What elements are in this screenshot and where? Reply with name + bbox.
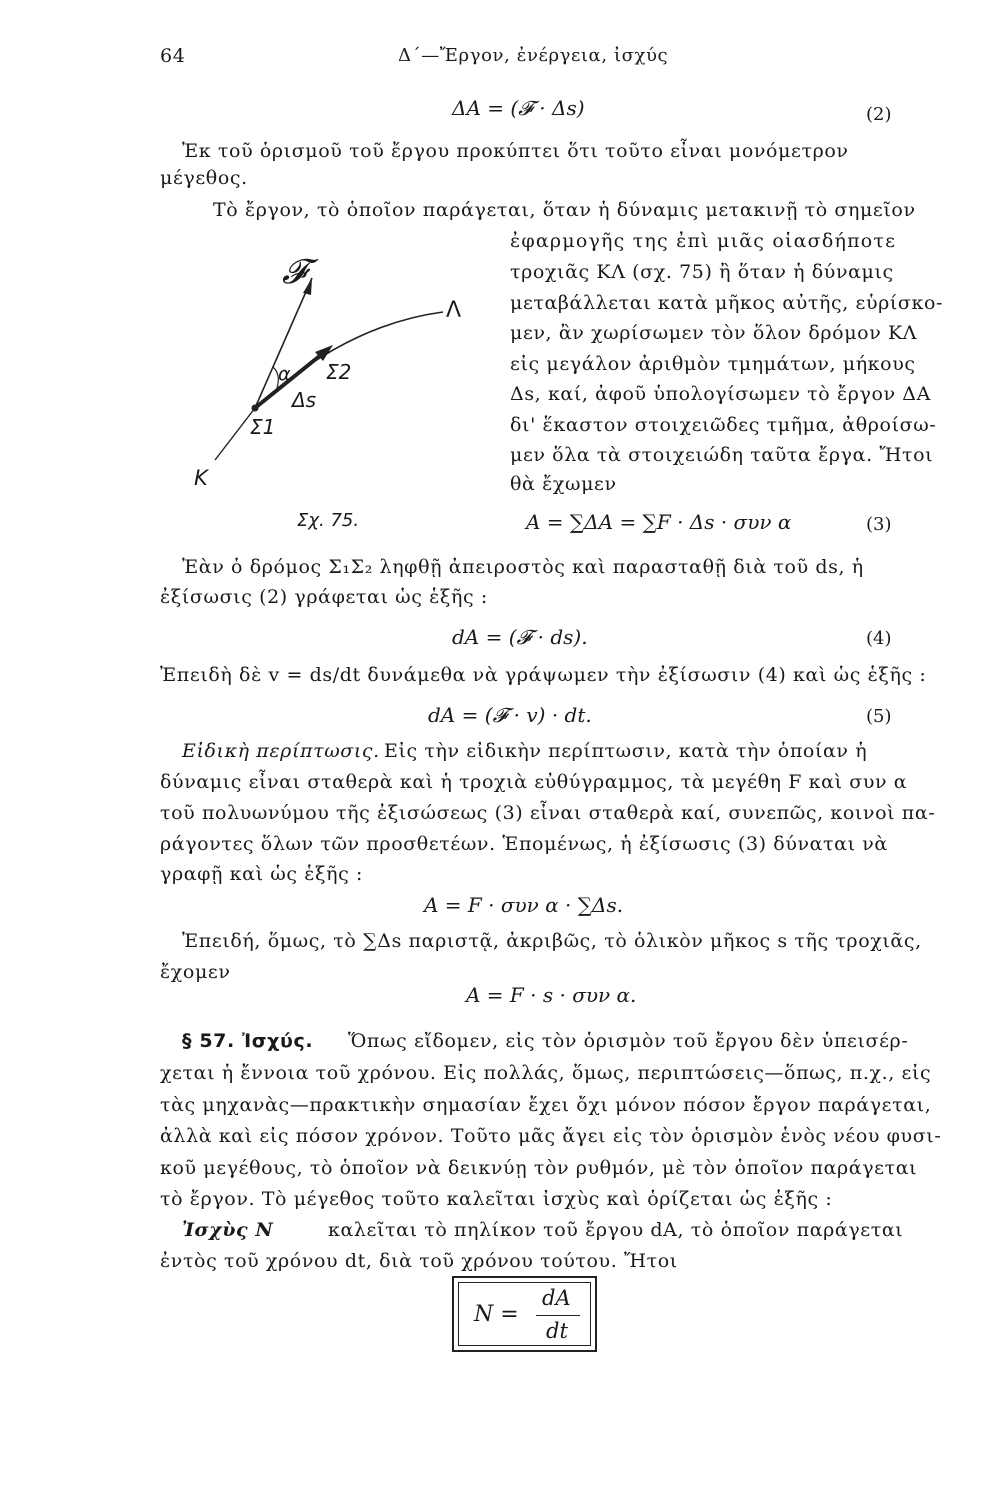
paragraph-2-line-7: Δs, καί, ἀφοῦ ὑπολογίσωμεν τὸ ἔργον ΔΑ bbox=[510, 383, 931, 405]
point-sigma1 bbox=[252, 405, 259, 412]
power-formula-lhs: N = bbox=[474, 1302, 519, 1327]
section-57-line-7: καλεῖται τὸ πηλίκον τοῦ ἔργου dA, τὸ ὁποῖον παράγεται bbox=[328, 1219, 904, 1241]
figure-caption: Σχ. 75. bbox=[297, 510, 360, 531]
paragraph-2-line-1: Τὸ ἔργον, τὸ ὁποῖον παράγεται, ὅταν ἡ δύναμις μετακινῇ τὸ σημεῖον bbox=[213, 199, 916, 221]
paragraph-5-line-3: τοῦ πολυωνύμου τῆς ἐξισώσεως (3) εἶναι σταθερὰ καί, συνεπῶς, κοινοὶ πα- bbox=[160, 802, 936, 824]
section-57-line-6: τὸ ἔργον. Τὸ μέγεθος τοῦτο καλεῖται ἰσχὺς καὶ ὁρίζεται ὡς ἑξῆς : bbox=[160, 1188, 833, 1210]
page-number: 64 bbox=[160, 45, 186, 67]
equation-2-number: (2) bbox=[866, 104, 892, 125]
paragraph-3-line-2: ἐξίσωσις (2) γράφεται ὡς ἑξῆς : bbox=[160, 586, 488, 608]
paragraph-5-line-4: ράγοντες ὅλων τῶν προσθετέων. Ἑπομένως, ἡ ἐξίσωσις (3) δύναται νὰ bbox=[160, 833, 888, 855]
paragraph-2-line-9: μεν ὅλα τὰ στοιχειώδη ταῦτα ἔργα. Ἤτοι bbox=[510, 444, 934, 466]
figure-label-sigma2: Σ2 bbox=[326, 360, 352, 384]
section-57-line-3: τὰς μηχανὰς—πρακτικὴν σημασίαν ἔχει ὄχι μόνον πόσον ἔργον παράγεται, bbox=[160, 1094, 932, 1116]
section-57-line-4: ἀλλὰ καὶ εἰς πόσον χρόνον. Τοῦτο μᾶς ἄγει εἰς τὸν ὁρισμὸν ἑνὸς νέου φυσι- bbox=[160, 1125, 942, 1147]
figure-label-ds: Δs bbox=[292, 388, 317, 412]
paragraph-4-line-1: Ἐπειδὴ δὲ v = ds/dt δυνάμεθα νὰ γράψωμεν τὴν ἐξίσωσιν (4) καὶ ὡς ἑξῆς : bbox=[160, 664, 927, 686]
paragraph-2-line-4: μεταβάλλεται κατὰ μῆκος αὐτῆς, εὑρίσκο- bbox=[510, 292, 944, 314]
paragraph-3-line-1: Ἐὰν ὁ δρόμος Σ₁Σ₂ ληφθῇ ἀπειροστὸς καὶ παρασταθῇ διὰ τοῦ ds, ἡ bbox=[182, 556, 864, 578]
paragraph-1-line-1: Ἐκ τοῦ ὁρισμοῦ τοῦ ἔργου προκύπτει ὅτι τοῦτο εἶναι μονόμετρον bbox=[182, 140, 849, 162]
equation-4-number: (4) bbox=[866, 628, 892, 649]
paragraph-1-line-2: μέγεθος. bbox=[160, 167, 248, 189]
paragraph-2-line-10: θὰ ἔχωμεν bbox=[510, 473, 617, 495]
section-57-heading: § 57. Ἰσχύς. bbox=[182, 1030, 314, 1052]
paragraph-5-line-5: γραφῇ καὶ ὡς ἑξῆς : bbox=[160, 863, 363, 885]
paragraph-6-line-1: Ἐπειδή, ὅμως, τὸ ∑Δs παριστᾷ, ἀκριβῶς, τὸ ὁλικὸν μῆκος s τῆς τροχιᾶς, bbox=[182, 930, 922, 952]
paragraph-2-line-3: τροχιᾶς ΚΛ (σχ. 75) ἢ ὅταν ἡ δύναμις bbox=[510, 261, 894, 283]
equation-3-number: (3) bbox=[866, 514, 892, 535]
equation-4: dA = (𝓕 · ds). bbox=[452, 625, 588, 649]
power-definition-term: Ἰσχὺς N bbox=[182, 1219, 274, 1241]
section-57-line-1: Ὅπως εἴδομεν, εἰς τὸν ὁρισμὸν τοῦ ἔργου δὲν ὑπεισέρ- bbox=[348, 1030, 909, 1052]
figure-label-sigma1: Σ1 bbox=[250, 415, 276, 439]
paragraph-5-line-1: Εἰς τὴν εἰδικὴν περίπτωσιν, κατὰ τὴν ὁποίαν ἡ bbox=[384, 740, 868, 762]
equation-7: A = F · s · συν α. bbox=[466, 983, 637, 1007]
equation-5: dA = (𝓕 · v) · dt. bbox=[428, 703, 592, 727]
equation-5-number: (5) bbox=[866, 706, 892, 727]
figure-label-lambda: Λ bbox=[446, 298, 462, 323]
section-57-line-2: χεται ἡ ἔννοια τοῦ χρόνου. Εἰς πολλάς, ὅμως, περιπτώσεις—ὅπως, π.χ., εἰς bbox=[160, 1062, 932, 1084]
power-formula-box bbox=[452, 1276, 597, 1352]
displacement-vector bbox=[255, 350, 327, 408]
equation-2: ΔA = (𝓕 · Δs) bbox=[452, 96, 585, 120]
figure-label-K: K bbox=[194, 466, 208, 490]
trajectory-tail bbox=[215, 408, 255, 460]
paragraph-6-line-2: ἔχομεν bbox=[160, 961, 231, 983]
running-title: Δ΄—Ἔργον, ἐνέργεια, ἰσχύς bbox=[398, 45, 669, 66]
section-57-line-5: κοῦ μεγέθους, τὸ ὁποῖον νὰ δεικνύῃ τὸν ρυθμόν, μὲ τὸν ὁποῖον παράγεται bbox=[160, 1157, 918, 1179]
paragraph-5-line-2: δύναμις εἶναι σταθερὰ καὶ ἡ τροχιὰ εὐθύγραμμος, τὰ μεγέθη F καὶ συν α bbox=[160, 771, 908, 793]
fraction-line bbox=[536, 1315, 580, 1316]
equation-6: A = F · συν α · ∑Δs. bbox=[424, 893, 624, 917]
special-case-heading: Εἰδικὴ περίπτωσις. bbox=[182, 740, 380, 762]
power-formula-numerator: dA bbox=[542, 1286, 571, 1310]
power-formula-denominator: dt bbox=[546, 1319, 568, 1343]
figure-label-F: 𝓕 bbox=[282, 252, 308, 292]
paragraph-2-line-2: ἐφαρμογῆς της ἐπὶ μιᾶς οἱασδήποτε bbox=[510, 230, 897, 252]
paragraph-2-line-6: εἰς μεγάλον ἀριθμὸν τμημάτων, μήκους bbox=[510, 353, 916, 375]
paragraph-2-line-5: μεν, ἂν χωρίσωμεν τὸν ὅλον δρόμον ΚΛ bbox=[510, 322, 918, 344]
equation-3: A = ∑ΔA = ∑F · Δs · συν α bbox=[526, 510, 792, 534]
section-57-line-8: ἐντὸς τοῦ χρόνου dt, διὰ τοῦ χρόνου τούτου. Ἤτοι bbox=[160, 1250, 678, 1272]
figure-label-alpha: α bbox=[278, 363, 291, 385]
paragraph-2-line-8: δι' ἕκαστον στοιχειῶδες τμῆμα, ἀθροίσω- bbox=[510, 414, 937, 436]
